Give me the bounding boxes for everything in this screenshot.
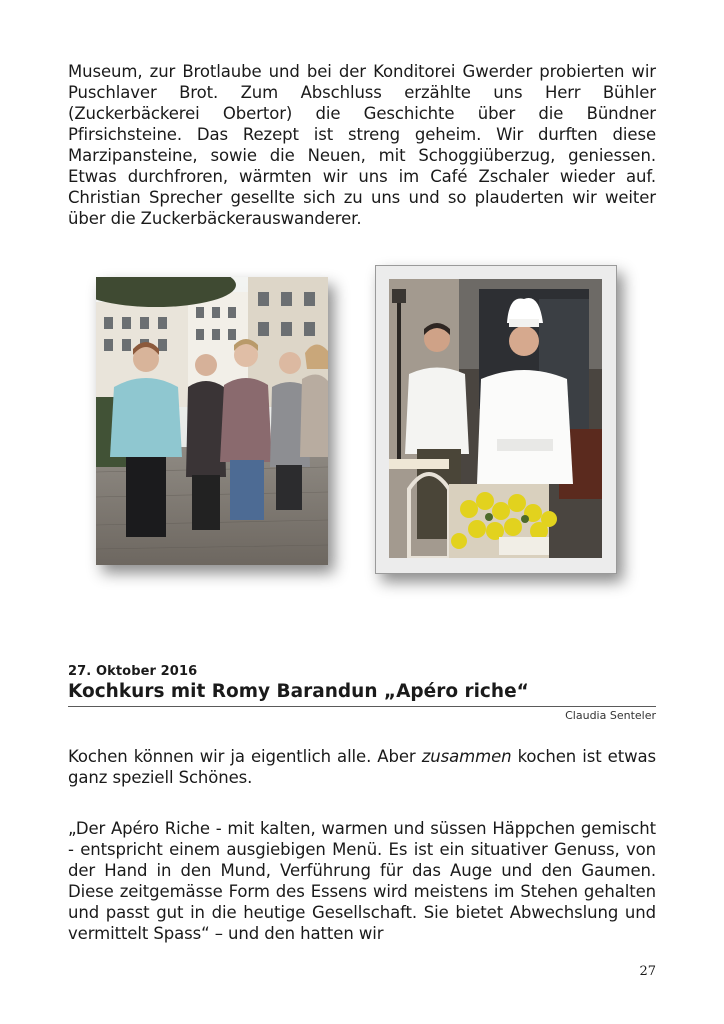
article-author: Claudia Senteler [565, 709, 656, 722]
article-paragraph-2: „Der Apéro Riche - mit kalten, warmen und süssen Häppchen gemischt - entspricht einem ausgiebigen Menü. Es ist ein situativer Genuss, von der Hand in den Mund, Verführung für das Auge und den Gaumen. Diese zeitgemässe Form des Essens wird meistens im Stehen gehalten und passt gut in die heutige Gesellschaft. Sie bietet Abwechslung und vermittelt Spass“ – und den hatten wir [68, 819, 656, 943]
page-number: 27 [639, 964, 656, 979]
paragraph-1-text-after: kochen ist etwas ganz speziell Schönes. [68, 747, 656, 787]
group-photo-street [96, 277, 328, 565]
intro-paragraph: Museum, zur Brotlaube und bei der Konditorei Gwerder probierten wir Puschlaver Brot. Zum Abschluss erzählte uns Herr Bühler (Zuckerbäckerei Obertor) die Geschichte über die Bündner Pfirsichsteine. Das Rezept ist streng geheim. Wir durften diese Marzipansteine, sowie die Neuen, mit Schoggiüberzug, geniessen. Etwas durchfroren, wärmten wir uns im Café Zschaler wieder auf. Christian Sprecher gesellte sich zu uns und so plauderten wir weiter über die Zuckerbäckerauswanderer. [68, 62, 656, 228]
article-paragraph-1 [68, 746, 656, 788]
article-title: Kochkurs mit Romy Barandun „Apéro riche“ [68, 681, 529, 702]
paragraph-1-emphasis: zusammen [421, 747, 512, 766]
article-date: 27. Oktober 2016 [68, 664, 198, 679]
paragraph-1-text-before: Kochen können wir ja eigentlich alle. Aber [68, 747, 422, 766]
title-divider [68, 706, 656, 707]
group-photo-illustration [96, 277, 328, 565]
bakers-photo [389, 279, 602, 558]
bakers-photo-illustration [389, 279, 602, 558]
